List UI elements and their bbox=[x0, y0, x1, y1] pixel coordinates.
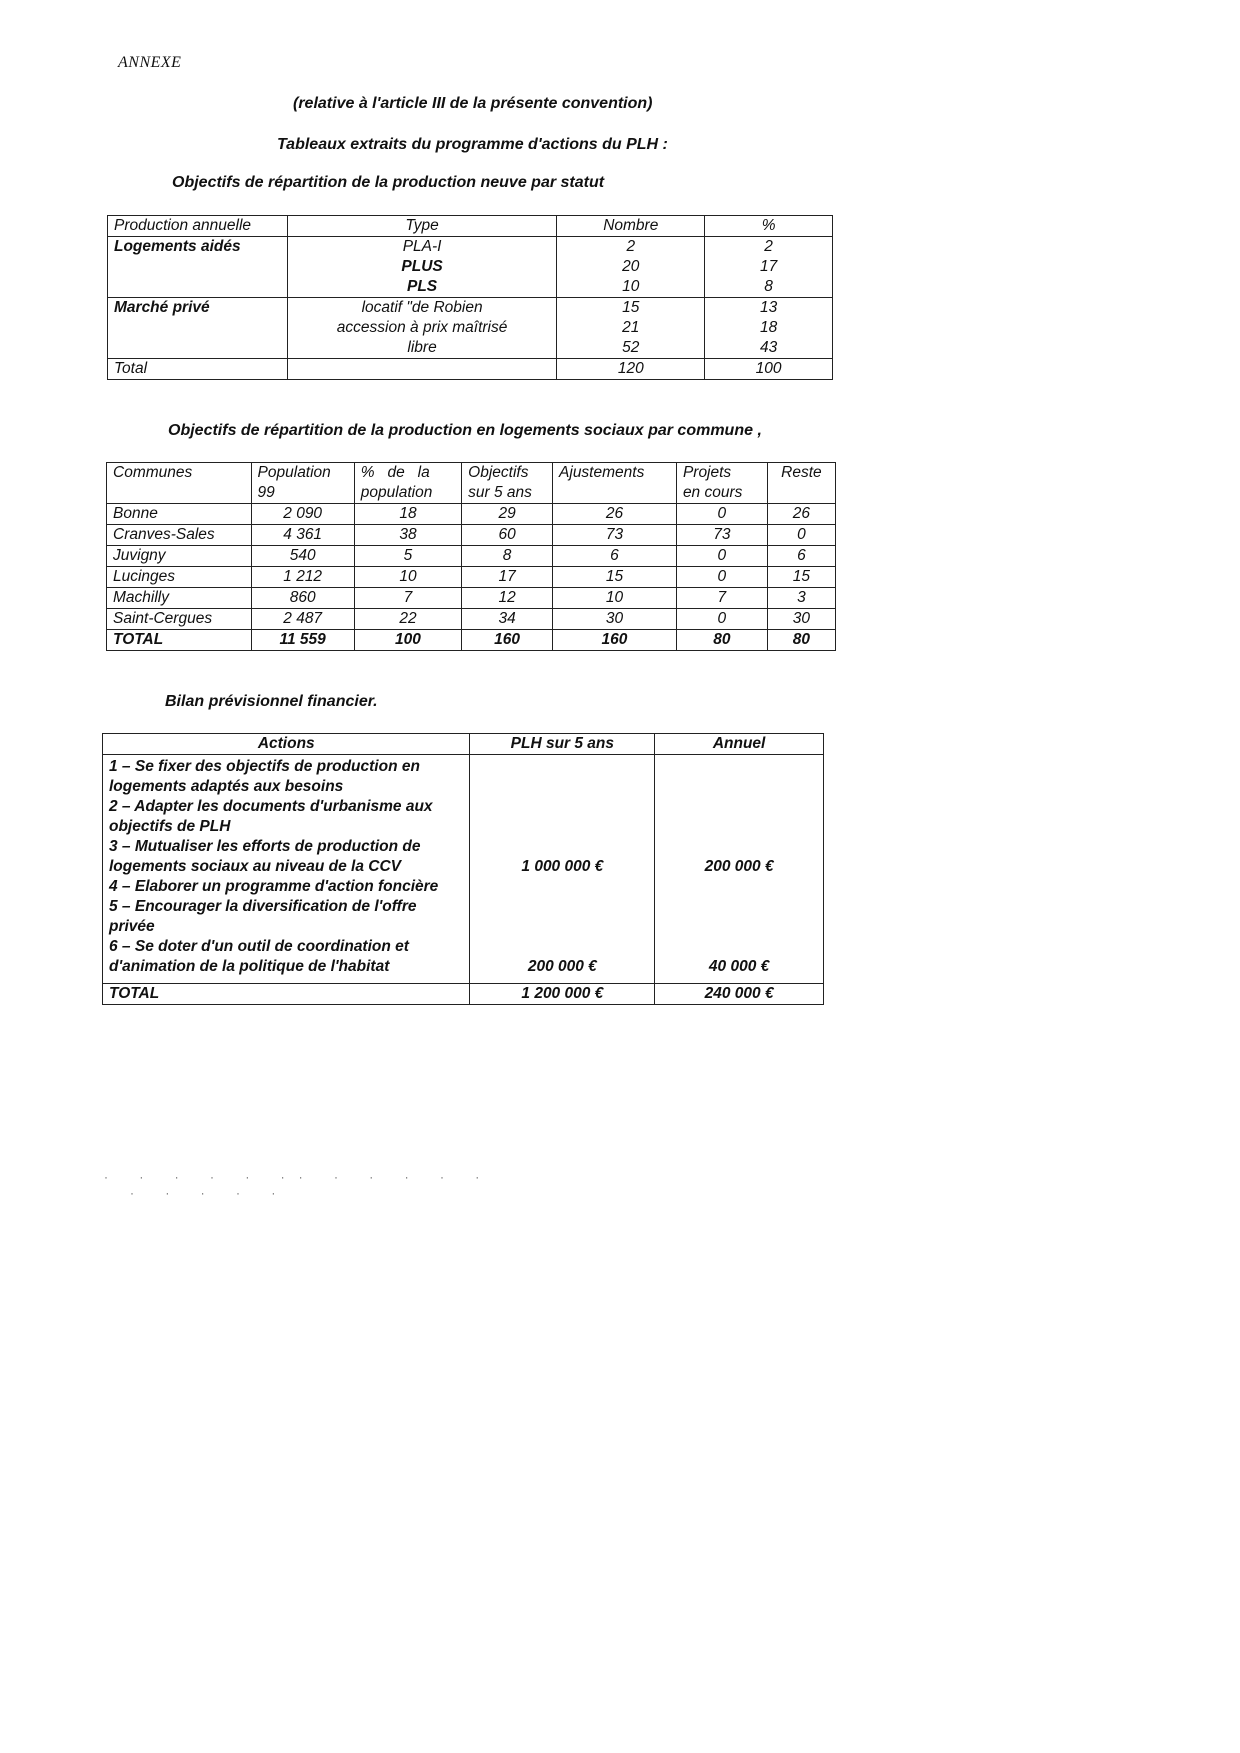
header-annuel: Annuel bbox=[655, 734, 824, 755]
cell-reste: 15 bbox=[767, 567, 835, 588]
total-nombre: 120 bbox=[557, 359, 705, 380]
financial-table bbox=[102, 733, 824, 1005]
action-line: objectifs de PLH bbox=[109, 818, 231, 835]
total-pct: 100 bbox=[354, 630, 461, 651]
header-pct-l2: population bbox=[360, 484, 433, 501]
nombre-value: 10 bbox=[622, 278, 640, 295]
table3-title: Bilan prévisionnel financier. bbox=[165, 693, 378, 710]
header-projets bbox=[676, 463, 767, 504]
pct-value: 2 bbox=[764, 238, 773, 255]
cell-reste: 30 bbox=[767, 609, 835, 630]
cell-objectifs: 17 bbox=[462, 567, 553, 588]
header-projets-l2: en cours bbox=[682, 484, 743, 501]
type-cell bbox=[287, 237, 557, 298]
actions-row bbox=[103, 755, 824, 984]
cell-reste: 0 bbox=[767, 525, 835, 546]
pct-value: 43 bbox=[759, 339, 778, 356]
cell-ajustements: 15 bbox=[553, 567, 677, 588]
total-label: TOTAL bbox=[103, 984, 470, 1005]
cell-population: 860 bbox=[251, 588, 354, 609]
total-annuel: 240 000 € bbox=[655, 984, 824, 1005]
annuel-value: 200 000 € bbox=[704, 858, 774, 875]
cell-objectifs: 29 bbox=[462, 504, 553, 525]
nombre-value: 15 bbox=[622, 299, 640, 316]
header-pct: % bbox=[705, 216, 833, 237]
header-plh: PLH sur 5 ans bbox=[470, 734, 655, 755]
action-line: logements sociaux au niveau de la CCV bbox=[109, 858, 402, 875]
action-line: privée bbox=[109, 918, 155, 935]
subtitle: (relative à l'article III de la présente convention) bbox=[293, 95, 653, 112]
cell-pct: 5 bbox=[354, 546, 461, 567]
header-projets-l1: Projets bbox=[682, 464, 732, 481]
cell-commune: Juvigny bbox=[107, 546, 252, 567]
action-line: 3 – Mutualiser les efforts de production de bbox=[109, 838, 421, 855]
cell-population: 1 212 bbox=[251, 567, 354, 588]
header-pct-population bbox=[354, 463, 461, 504]
action-line: 5 – Encourager la diversification de l'offre bbox=[109, 898, 417, 915]
nombre-value: 21 bbox=[622, 319, 640, 336]
table-header-row bbox=[103, 734, 824, 755]
action-line: 6 – Se doter d'un outil de coordination et bbox=[109, 938, 409, 955]
total-label: Total bbox=[108, 359, 288, 380]
cell-projets: 0 bbox=[676, 504, 767, 525]
pct-value: 17 bbox=[759, 258, 778, 275]
cell-objectifs: 60 bbox=[462, 525, 553, 546]
table-row-marche-prive bbox=[108, 298, 833, 359]
intro-text: Tableaux extraits du programme d'actions du PLH : bbox=[277, 136, 668, 153]
header-communes: Communes bbox=[107, 463, 252, 504]
action-line: logements adaptés aux besoins bbox=[109, 778, 344, 795]
cell-ajustements: 6 bbox=[553, 546, 677, 567]
cell-pct: 10 bbox=[354, 567, 461, 588]
cell-commune: Bonne bbox=[107, 504, 252, 525]
cell-pct: 38 bbox=[354, 525, 461, 546]
cell-ajustements: 26 bbox=[553, 504, 677, 525]
cell-population: 2 090 bbox=[251, 504, 354, 525]
nombre-value: 52 bbox=[622, 339, 640, 356]
table1-title: Objectifs de répartition de la production neuve par statut bbox=[172, 174, 605, 191]
total-type bbox=[287, 359, 557, 380]
pct-cell bbox=[705, 237, 833, 298]
actions-block2 bbox=[109, 937, 463, 977]
cell-commune: Machilly bbox=[107, 588, 252, 609]
cell-ajustements: 73 bbox=[553, 525, 677, 546]
header-ajustements: Ajustements bbox=[553, 463, 677, 504]
annexe-label: ANNEXE bbox=[118, 54, 182, 71]
table-total-row bbox=[103, 984, 824, 1005]
pct-value: 18 bbox=[759, 319, 778, 336]
header-objectifs-l1: Objectifs bbox=[468, 464, 529, 481]
cell-projets: 0 bbox=[676, 567, 767, 588]
scan-specks: · · · · · bbox=[130, 1186, 290, 1200]
nombre-cell bbox=[557, 237, 705, 298]
nombre-value: 2 bbox=[626, 238, 636, 255]
cell-projets: 0 bbox=[676, 609, 767, 630]
cell-objectifs: 8 bbox=[462, 546, 553, 567]
table-total-row bbox=[107, 630, 836, 651]
table-total-row bbox=[108, 359, 833, 380]
header-objectifs-l2: sur 5 ans bbox=[468, 484, 532, 501]
cell-pct: 7 bbox=[354, 588, 461, 609]
header-type: Type bbox=[287, 216, 557, 237]
header-pct-l1: % de la bbox=[360, 464, 430, 481]
action-line: 1 – Se fixer des objectifs de production en bbox=[109, 758, 420, 775]
cell-population: 2 487 bbox=[251, 609, 354, 630]
header-population-l1: Population bbox=[257, 464, 331, 481]
table-row bbox=[107, 609, 836, 630]
cell-objectifs: 34 bbox=[462, 609, 553, 630]
scan-specks: · · · · · ·· · · · · · bbox=[104, 1170, 494, 1184]
action-line: 4 – Elaborer un programme d'action foncière bbox=[109, 878, 439, 895]
cell-reste: 26 bbox=[767, 504, 835, 525]
cell-commune: Saint-Cergues bbox=[107, 609, 252, 630]
header-reste: Reste bbox=[767, 463, 835, 504]
cell-projets: 0 bbox=[676, 546, 767, 567]
type-value: locatif "de Robien bbox=[361, 299, 483, 316]
header-population bbox=[251, 463, 354, 504]
pct-value: 8 bbox=[764, 278, 773, 295]
total-objectifs: 160 bbox=[462, 630, 553, 651]
cell-objectifs: 12 bbox=[462, 588, 553, 609]
cell-commune: Lucinges bbox=[107, 567, 252, 588]
production-status-table bbox=[107, 215, 833, 380]
total-ajustements: 160 bbox=[553, 630, 677, 651]
total-plh: 1 200 000 € bbox=[470, 984, 655, 1005]
pct-value: 13 bbox=[759, 299, 778, 316]
cell-population: 540 bbox=[251, 546, 354, 567]
cell-ajustements: 30 bbox=[553, 609, 677, 630]
header-actions: Actions bbox=[103, 734, 470, 755]
type-value: accession à prix maîtrisé bbox=[336, 319, 508, 336]
table2-title: Objectifs de répartition de la production en logements sociaux par commune , bbox=[168, 422, 762, 439]
group-label: Logements aidés bbox=[108, 237, 288, 298]
table-row bbox=[107, 525, 836, 546]
type-value: libre bbox=[407, 339, 437, 356]
annuel-cell bbox=[655, 755, 824, 984]
total-reste: 80 bbox=[767, 630, 835, 651]
actions-cell bbox=[103, 755, 470, 984]
communes-table bbox=[106, 462, 836, 651]
table-header-row bbox=[107, 463, 836, 504]
header-objectifs bbox=[462, 463, 553, 504]
total-projets: 80 bbox=[676, 630, 767, 651]
cell-reste: 6 bbox=[767, 546, 835, 567]
cell-reste: 3 bbox=[767, 588, 835, 609]
plh-value: 200 000 € bbox=[527, 958, 597, 975]
nombre-value: 20 bbox=[622, 258, 640, 275]
table-header-row bbox=[108, 216, 833, 237]
annuel-value: 40 000 € bbox=[708, 958, 770, 975]
header-nombre: Nombre bbox=[557, 216, 705, 237]
cell-projets: 7 bbox=[676, 588, 767, 609]
cell-ajustements: 10 bbox=[553, 588, 677, 609]
table-row bbox=[107, 588, 836, 609]
table-row bbox=[107, 546, 836, 567]
cell-projets: 73 bbox=[676, 525, 767, 546]
cell-pct: 18 bbox=[354, 504, 461, 525]
table-row-logements-aides bbox=[108, 237, 833, 298]
header-population-l2: 99 bbox=[257, 484, 275, 501]
pct-cell bbox=[705, 298, 833, 359]
type-value: PLS bbox=[407, 278, 438, 295]
total-label: TOTAL bbox=[107, 630, 252, 651]
action-line: 2 – Adapter les documents d'urbanisme aux bbox=[109, 798, 433, 815]
plh-value: 1 000 000 € bbox=[521, 858, 604, 875]
total-population: 11 559 bbox=[251, 630, 354, 651]
plh-cell bbox=[470, 755, 655, 984]
nombre-cell bbox=[557, 298, 705, 359]
type-cell bbox=[287, 298, 557, 359]
table-row bbox=[107, 504, 836, 525]
group-label: Marché privé bbox=[108, 298, 288, 359]
type-value: PLA-I bbox=[402, 238, 442, 255]
cell-pct: 22 bbox=[354, 609, 461, 630]
table-row bbox=[107, 567, 836, 588]
total-pct: 100 bbox=[705, 359, 833, 380]
cell-population: 4 361 bbox=[251, 525, 354, 546]
type-value: PLUS bbox=[401, 258, 443, 275]
action-line: d'animation de la politique de l'habitat bbox=[109, 958, 390, 975]
header-production: Production annuelle bbox=[108, 216, 288, 237]
cell-commune: Cranves-Sales bbox=[107, 525, 252, 546]
actions-block1 bbox=[109, 757, 463, 937]
